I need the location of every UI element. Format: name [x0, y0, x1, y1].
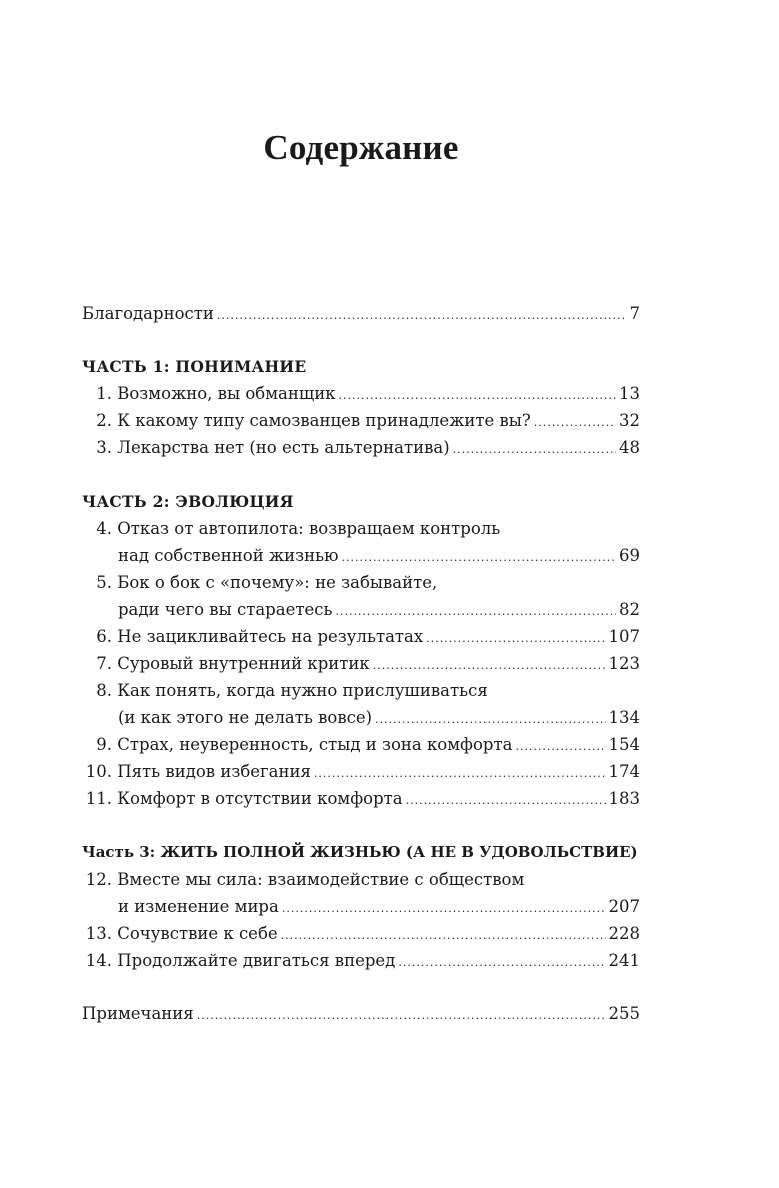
- chapter-number: 1.: [96, 384, 112, 403]
- toc-entry-page: 82: [619, 600, 640, 619]
- toc-entry-page: 154: [608, 735, 640, 754]
- toc-entry-ch8: [118, 704, 640, 731]
- toc-entry-label: [82, 731, 515, 758]
- toc-entry-label: Благодарности: [82, 304, 214, 323]
- chapter-title-continued: над собственной жизнью: [118, 546, 339, 565]
- chapter-title: Сочувствие к себе: [117, 924, 278, 943]
- toc-entry-page: 7: [629, 304, 640, 323]
- toc-entry-label: [82, 785, 406, 812]
- chapter-title: Страх, неуверенность, стыд и зона комфорта: [117, 735, 513, 754]
- toc-entry-label: [82, 380, 339, 407]
- toc-entry-page: 183: [608, 789, 640, 808]
- dot-leader: [453, 436, 616, 463]
- toc-entry-notes: [82, 1000, 640, 1027]
- toc-entry-page: 48: [619, 438, 640, 457]
- chapter-number: 3.: [96, 438, 112, 457]
- chapter-title: Продолжайте двигаться вперед: [117, 951, 396, 970]
- chapter-number: 9.: [96, 735, 112, 754]
- chapter-title: Возможно, вы обманщик: [117, 384, 336, 403]
- chapter-number: 6.: [96, 627, 112, 646]
- chapter-number: 5.: [96, 573, 112, 592]
- toc-entry-page: 241: [608, 951, 640, 970]
- chapter-number: 8.: [96, 681, 112, 700]
- part-heading-3: Часть 3: ЖИТЬ ПОЛНОЙ ЖИЗНЬЮ (А НЕ В УДОВОЛЬСТВИЕ): [82, 843, 638, 861]
- dot-leader: [339, 382, 616, 409]
- toc-entry-page: 32: [619, 411, 640, 430]
- dot-leader: [534, 409, 616, 436]
- part-heading-2: ЧАСТЬ 2: ЭВОЛЮЦИЯ: [82, 492, 294, 511]
- dot-leader: [375, 706, 605, 733]
- toc-entry-ch11: [82, 785, 640, 812]
- toc-entry-label: [82, 758, 314, 785]
- toc-entry-ch6: [82, 623, 640, 650]
- toc-entry-ch12: [118, 893, 640, 920]
- chapter-title: К какому типу самозванцев принадлежите вы?: [117, 411, 531, 430]
- toc-entry-label: [82, 650, 373, 677]
- dot-leader: [281, 922, 606, 949]
- dot-leader: [282, 895, 606, 922]
- dot-leader: [406, 787, 606, 814]
- chapter-number: 14.: [85, 951, 112, 970]
- toc-entry-ch4-line1: [82, 515, 500, 542]
- toc-entry-label: [82, 407, 534, 434]
- chapter-number: 4.: [96, 519, 112, 538]
- dot-leader: [341, 544, 616, 571]
- dot-leader: [373, 652, 606, 679]
- toc-entry-ch7: [82, 650, 640, 677]
- chapter-number: 13.: [85, 924, 112, 943]
- chapter-title: Пять видов избегания: [117, 762, 311, 781]
- toc-entry-page: 174: [608, 762, 640, 781]
- toc-entry-label: Примечания: [82, 1004, 194, 1023]
- chapter-number: 11.: [85, 789, 112, 808]
- toc-entry-label: [82, 920, 281, 947]
- dot-leader: [515, 733, 605, 760]
- dot-leader: [197, 1002, 606, 1029]
- toc-entry-ch9: [82, 731, 640, 758]
- chapter-title: Не зацикливайтесь на результатах: [117, 627, 424, 646]
- toc-entry-ch13: [82, 920, 640, 947]
- toc-entry-ch14: [82, 947, 640, 974]
- toc-entry-ch2: [82, 407, 640, 434]
- dot-leader: [426, 625, 605, 652]
- toc-entry-ch10: [82, 758, 640, 785]
- part-heading-1: ЧАСТЬ 1: ПОНИМАНИЕ: [82, 357, 307, 376]
- chapter-title: Как понять, когда нужно прислушиваться: [117, 681, 488, 700]
- toc-entry-page: 207: [608, 897, 640, 916]
- dot-leader: [335, 598, 616, 625]
- chapter-number: 7.: [96, 654, 112, 673]
- toc-entry-ch4: [118, 542, 640, 569]
- chapter-title-continued: ради чего вы стараетесь: [118, 600, 333, 619]
- chapter-title: Отказ от автопилота: возвращаем контроль: [117, 519, 501, 538]
- toc-entry-page: 228: [608, 924, 640, 943]
- chapter-title: Суровый внутренний критик: [117, 654, 370, 673]
- chapter-title: Лекарства нет (но есть альтернатива): [117, 438, 450, 457]
- chapter-title: Вместе мы сила: взаимодействие с обществом: [117, 870, 525, 889]
- toc-entry-page: 134: [608, 708, 640, 727]
- toc-entry-ch8-line1: [82, 677, 488, 704]
- chapter-title: Комфорт в отсутствии комфорта: [117, 789, 403, 808]
- toc-entry-page: 255: [608, 1004, 640, 1023]
- toc-entry-page: 107: [608, 627, 640, 646]
- toc-entry-ch5: [118, 596, 640, 623]
- chapter-number: 10.: [85, 762, 112, 781]
- toc-entry-page: 13: [619, 384, 640, 403]
- chapter-title-continued: (и как этого не делать вовсе): [118, 708, 373, 727]
- toc-page: [82, 0, 640, 1188]
- toc-entry-ch1: [82, 380, 640, 407]
- toc-entry-ch12-line1: [82, 866, 524, 893]
- toc-entry-label: [82, 434, 453, 461]
- chapter-title: Бок о бок с «почему»: не забывайте,: [117, 573, 438, 592]
- toc-entry-thanks: [82, 300, 640, 327]
- chapter-title-continued: и изменение мира: [118, 897, 279, 916]
- chapter-number: 2.: [96, 411, 112, 430]
- chapter-number: 12.: [85, 870, 112, 889]
- dot-leader: [314, 760, 606, 787]
- toc-entry-page: 69: [619, 546, 640, 565]
- toc-entry-ch3: [82, 434, 640, 461]
- toc-entry-page: 123: [608, 654, 640, 673]
- dot-leader: [217, 302, 627, 329]
- toc-entry-ch5-line1: [82, 569, 437, 596]
- page-title: Содержание: [263, 128, 459, 167]
- dot-leader: [398, 949, 605, 976]
- toc-entry-label: [82, 947, 398, 974]
- toc-entry-label: [82, 623, 426, 650]
